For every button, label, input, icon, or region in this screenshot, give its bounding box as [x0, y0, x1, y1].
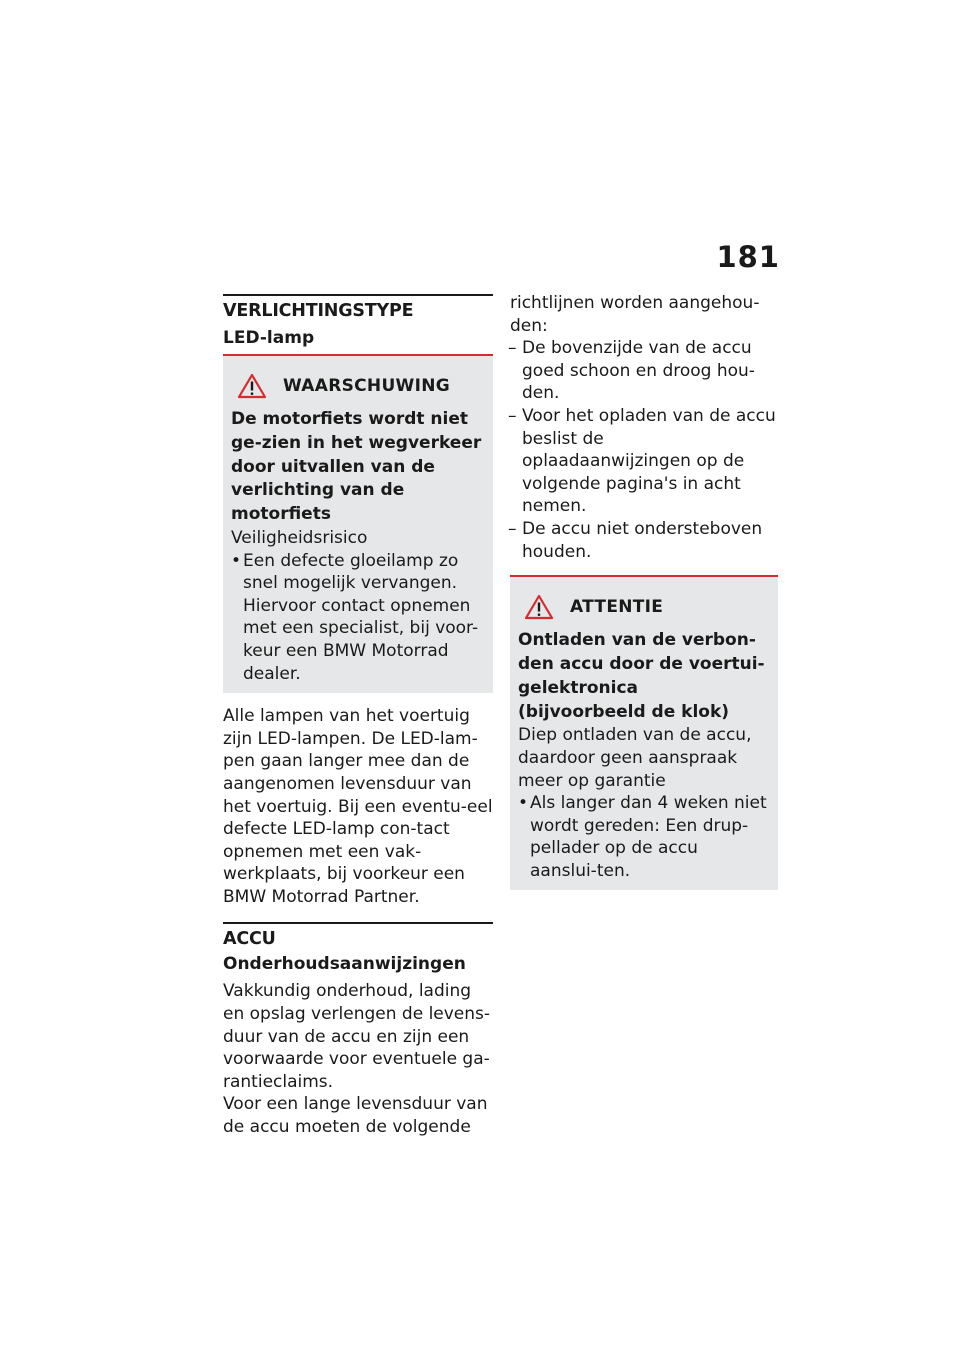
- attention-callout-header: [518, 595, 770, 619]
- section-title-lighting-type: VERLICHTINGSTYPE: [223, 294, 493, 326]
- page-number: 181: [716, 240, 780, 274]
- warning-callout-header: [231, 374, 485, 398]
- attention-callout-title: ATTENTIE: [570, 597, 664, 618]
- warning-risk: Veiligheidsrisico: [231, 527, 368, 548]
- guideline-item: – Voor het opladen van de accu beslist de oplaadaanwijzingen op de volgende pagina's in acht nemen.: [510, 405, 778, 518]
- continuation-text: richtlijnen worden aangehou-den:: [510, 293, 760, 336]
- right-column: [510, 292, 778, 890]
- warning-triangle-icon: [237, 373, 267, 399]
- warning-callout: [223, 354, 493, 693]
- warning-bullet-item: • Een defecte gloeilamp zo snel mogelijk vervangen. Hiervoor contact opnemen met een specialist, bij voor-keur een BMW Motorrad dealer.: [231, 550, 485, 686]
- subsection-title-led-lamp: LED-lamp: [223, 328, 315, 348]
- maintenance-paragraph-2: Voor een lange levensduur van de accu moeten de volgende: [223, 1094, 488, 1138]
- maintenance-paragraph-1: Vakkundig onderhoud, lading en opslag verlengen de levens-duur van de accu en zijn een voorwaarde voor eventuele ga-rantieclaims.: [223, 981, 491, 1092]
- attention-consequence: Diep ontladen van de accu, daardoor geen aanspraak meer op garantie: [518, 725, 752, 791]
- warning-triangle-icon: [524, 594, 554, 620]
- attention-bullet-item: • Als langer dan 4 weken niet wordt gereden: Een drup-pellader op de accu aanslui-ten.: [518, 792, 770, 882]
- guideline-item: – De accu niet ondersteboven houden.: [510, 518, 778, 563]
- attention-callout: [510, 575, 778, 890]
- attention-headline: Ontladen van de verbon-den accu door de voertui-gelektronica (bijvoorbeeld de klok): [518, 630, 765, 722]
- subsection-title-maintenance: Onderhoudsaanwijzingen: [223, 954, 466, 975]
- warning-headline: De motorfiets wordt niet ge-zien in het wegverkeer door uitvallen van de verlichting van de motorfiets: [231, 409, 482, 525]
- left-column: [223, 294, 493, 1139]
- guideline-item: – De bovenzijde van de accu goed schoon en droog hou-den.: [510, 337, 778, 405]
- attention-bullet-list: [518, 792, 770, 882]
- section-title-battery: ACCU: [223, 922, 493, 954]
- led-paragraph: Alle lampen van het voertuig zijn LED-lampen. De LED-lam-pen gaan langer mee dan de aangenomen levensduur van het voertuig. Bij een eventu-eel defecte LED-lamp con-tact opnemen met een vak-werkplaats, bij voorkeur een BMW Motorrad Partner.: [223, 706, 493, 907]
- warning-callout-title: WAARSCHUWING: [283, 376, 451, 396]
- battery-guidelines-list: [510, 337, 778, 563]
- warning-bullet-list: [231, 550, 485, 686]
